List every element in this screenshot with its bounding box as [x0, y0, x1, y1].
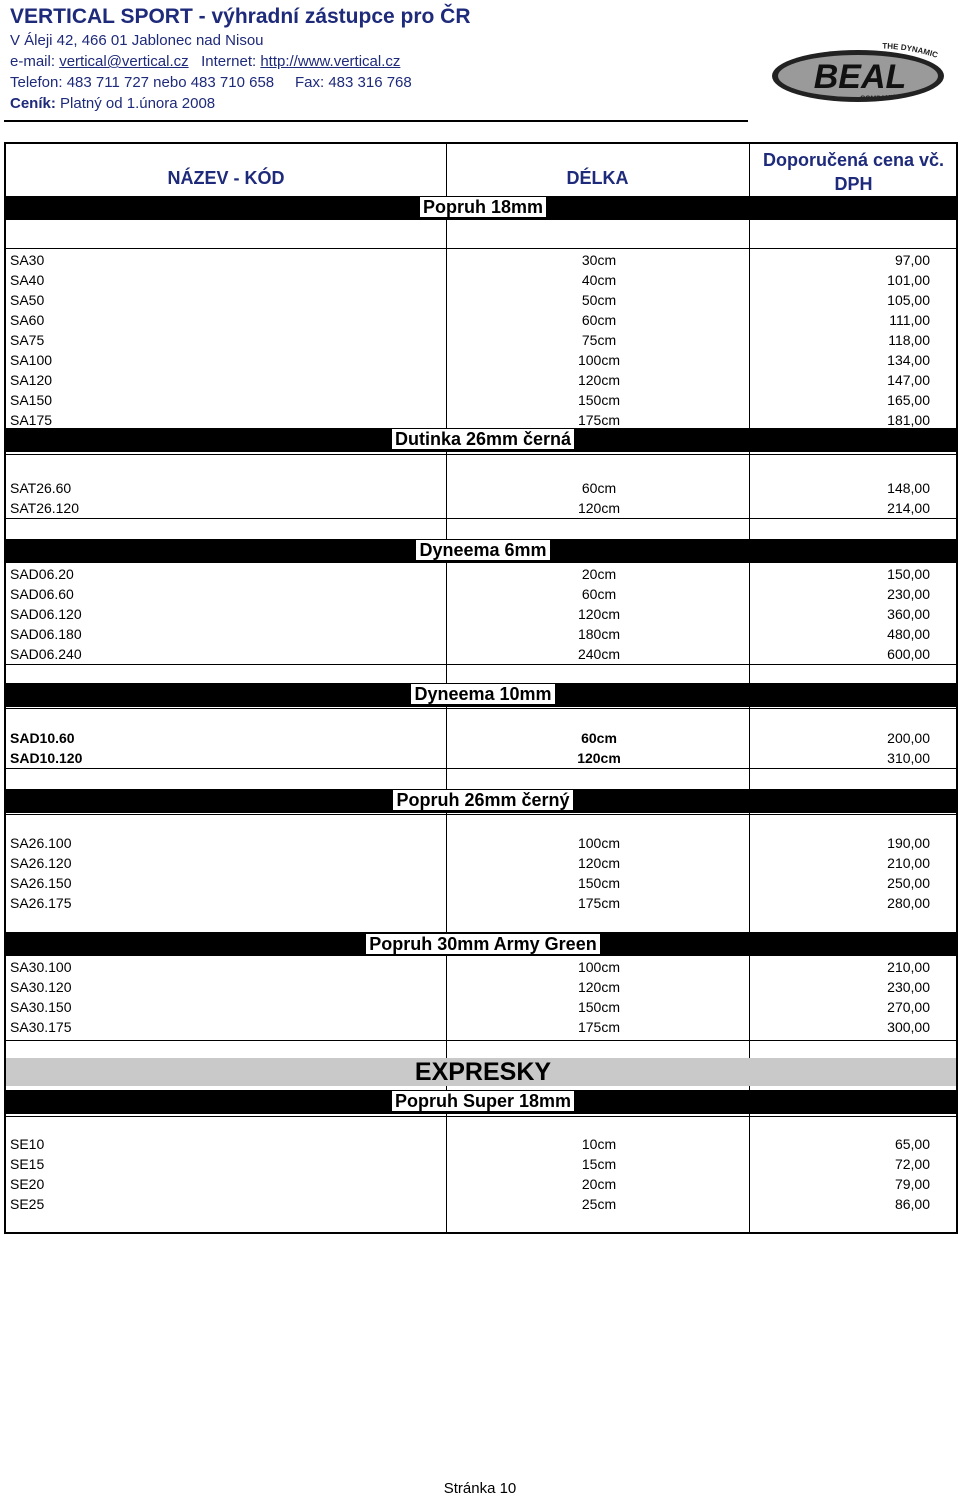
phone-line: [10, 72, 471, 93]
pricelist-line: [10, 93, 471, 114]
product-length: 10cm: [581, 1136, 617, 1152]
product-length: 175cm: [577, 1019, 621, 1035]
row-divider: [6, 814, 956, 815]
company-header: [10, 4, 471, 114]
product-length: 180cm: [577, 626, 621, 642]
col-header-price: [749, 148, 958, 196]
product-length: 120cm: [577, 979, 621, 995]
product-code: SA30: [10, 252, 45, 268]
product-price: 148,00: [887, 480, 930, 496]
pricelist-label: Ceník:: [10, 95, 56, 112]
product-length: 60cm: [581, 312, 617, 328]
category-title-text: EXPRESKY: [414, 1058, 552, 1086]
product-length: 30cm: [581, 252, 617, 268]
website-link[interactable]: http://www.vertical.cz: [260, 53, 401, 70]
table-row: [6, 370, 956, 390]
row-divider: [6, 248, 956, 249]
table-row: [6, 957, 956, 977]
table-row: [6, 410, 956, 430]
table-row: [6, 498, 956, 518]
row-divider: [6, 518, 956, 519]
row-divider: [6, 454, 956, 455]
table-row: [6, 977, 956, 997]
product-price: 360,00: [887, 606, 930, 622]
product-code: SAD06.180: [10, 626, 82, 642]
product-price: 280,00: [887, 895, 930, 911]
product-price: 72,00: [894, 1156, 930, 1172]
table-row: [6, 390, 956, 410]
product-code: SA150: [10, 392, 53, 408]
product-code: SA30.150: [10, 999, 72, 1015]
beal-logo: [768, 40, 948, 106]
row-divider: [6, 1040, 956, 1041]
product-length: 175cm: [577, 895, 621, 911]
product-length: 100cm: [577, 959, 621, 975]
table-row: [6, 624, 956, 644]
col-header-price-line1: Doporučená cena vč.: [762, 150, 945, 170]
product-length: 60cm: [581, 480, 617, 496]
product-price: 250,00: [887, 875, 930, 891]
product-price: 79,00: [894, 1176, 930, 1192]
product-price: 190,00: [887, 835, 930, 851]
section-title-text: Popruh 30mm Army Green: [366, 934, 599, 954]
product-length: 120cm: [577, 750, 621, 766]
product-price: 214,00: [887, 500, 930, 516]
product-price: 147,00: [887, 372, 930, 388]
section-title-text: Dutinka 26mm černá: [392, 429, 574, 449]
product-price: 65,00: [894, 1136, 930, 1152]
product-code: SAD06.20: [10, 566, 74, 582]
table-row: [6, 330, 956, 350]
email-label: e-mail:: [10, 53, 60, 70]
product-price: 210,00: [887, 959, 930, 975]
product-length: 50cm: [581, 292, 617, 308]
product-code: SA30.120: [10, 979, 72, 995]
company-address: V Áleji 42, 466 01 Jablonec nad Nisou: [10, 32, 264, 49]
product-price: 181,00: [887, 412, 930, 428]
product-length: 150cm: [577, 999, 621, 1015]
product-length: 40cm: [581, 272, 617, 288]
product-code: SE20: [10, 1176, 45, 1192]
col-header-price-line2: DPH: [834, 174, 873, 194]
logo-brand: BEAL: [813, 58, 907, 96]
product-code: SE15: [10, 1156, 45, 1172]
product-price: 310,00: [887, 750, 930, 766]
product-code: SA40: [10, 272, 45, 288]
table-row: [6, 584, 956, 604]
product-length: 20cm: [581, 1176, 617, 1192]
logo-arc-top: THE DYNAMIC: [882, 41, 939, 60]
table-row: [6, 833, 956, 853]
product-price: 230,00: [887, 586, 930, 602]
product-code: SA175: [10, 412, 53, 428]
product-length: 120cm: [577, 606, 621, 622]
col-header-length: DÉLKA: [566, 168, 629, 188]
product-price: 230,00: [887, 979, 930, 995]
table-row: [6, 1174, 956, 1194]
product-code: SA60: [10, 312, 45, 328]
svg-text:COMPANY: [860, 94, 896, 102]
product-price: 150,00: [887, 566, 930, 582]
product-code: SAT26.60: [10, 480, 72, 496]
col-header-name: NÁZEV - KÓD: [167, 168, 285, 188]
product-price: 480,00: [887, 626, 930, 642]
table-row: [6, 478, 956, 498]
fax-number: Fax: 483 316 768: [294, 74, 412, 91]
product-code: SA120: [10, 372, 53, 388]
product-length: 150cm: [577, 392, 621, 408]
table-row: [6, 1134, 956, 1154]
product-code: SAD06.60: [10, 586, 74, 602]
section-title-text: Popruh 26mm černý: [393, 790, 572, 810]
table-row: [6, 873, 956, 893]
product-price: 210,00: [887, 855, 930, 871]
product-length: 240cm: [577, 646, 621, 662]
product-code: SA26.150: [10, 875, 72, 891]
product-length: 120cm: [577, 500, 621, 516]
row-divider: [6, 768, 956, 769]
company-title: VERTICAL SPORT - výhradní zástupce pro ČR: [10, 5, 471, 28]
table-row: [6, 748, 956, 768]
table-row: [6, 564, 956, 584]
table-row: [6, 250, 956, 270]
product-length: 100cm: [577, 835, 621, 851]
product-length: 100cm: [577, 352, 621, 368]
product-price: 101,00: [887, 272, 930, 288]
product-price: 97,00: [894, 252, 930, 268]
product-price: 105,00: [887, 292, 930, 308]
table-row: [6, 290, 956, 310]
product-length: 60cm: [581, 730, 617, 746]
table-row: [6, 893, 956, 913]
product-length: 25cm: [581, 1196, 617, 1212]
contact-line: [10, 51, 471, 72]
table-row: [6, 604, 956, 624]
table-row: [6, 644, 956, 664]
product-code: SA100: [10, 352, 53, 368]
table-row: [6, 997, 956, 1017]
product-code: SA30.175: [10, 1019, 72, 1035]
section-title-text: Dyneema 6mm: [416, 540, 549, 560]
product-price: 118,00: [888, 332, 930, 348]
section-title-text: Dyneema 10mm: [411, 684, 554, 704]
table-row: [6, 1194, 956, 1214]
product-length: 60cm: [581, 586, 617, 602]
product-length: 175cm: [577, 412, 621, 428]
table-row: [6, 350, 956, 370]
section-title-text: Popruh 18mm: [420, 197, 546, 217]
product-code: SA26.100: [10, 835, 72, 851]
product-code: SAD10.60: [10, 730, 75, 746]
product-length: 150cm: [577, 875, 621, 891]
product-code: SE25: [10, 1196, 45, 1212]
table-row: [6, 1154, 956, 1174]
row-divider: [6, 1116, 956, 1117]
table-row: [6, 310, 956, 330]
internet-label: Internet:: [201, 53, 261, 70]
logo-arc-bottom: COMPANY: [859, 94, 896, 103]
product-price: 165,00: [887, 392, 930, 408]
product-code: SAD10.120: [10, 750, 83, 766]
section-title-text: Popruh Super 18mm: [392, 1091, 574, 1111]
product-code: SAD06.120: [10, 606, 82, 622]
product-code: SE10: [10, 1136, 45, 1152]
product-length: 15cm: [581, 1156, 617, 1172]
product-code: SA30.100: [10, 959, 72, 975]
table-row: [6, 270, 956, 290]
product-price: 270,00: [887, 999, 930, 1015]
header-divider: [4, 120, 748, 122]
phone-number: Telefon: 483 711 727 nebo 483 710 658: [10, 74, 275, 91]
table-row: [6, 1017, 956, 1037]
price-table: [4, 142, 958, 1234]
product-price: 300,00: [887, 1019, 930, 1035]
product-code: SA50: [10, 292, 45, 308]
page-number: Stránka 10: [443, 1480, 517, 1497]
table-row: [6, 853, 956, 873]
product-length: 120cm: [577, 855, 621, 871]
product-code: SA26.120: [10, 855, 72, 871]
product-length: 20cm: [581, 566, 617, 582]
pricelist-date: Platný od 1.února 2008: [60, 95, 216, 112]
product-code: SAT26.120: [10, 500, 80, 516]
product-code: SA75: [10, 332, 45, 348]
product-price: 200,00: [887, 730, 930, 746]
table-row: [6, 728, 956, 748]
row-divider: [6, 708, 956, 709]
product-code: SAD06.240: [10, 646, 82, 662]
product-code: SA26.175: [10, 895, 72, 911]
product-length: 120cm: [577, 372, 621, 388]
product-price: 111,00: [889, 312, 930, 328]
row-divider: [6, 664, 956, 665]
product-price: 86,00: [894, 1196, 930, 1212]
product-price: 134,00: [887, 352, 930, 368]
email-link[interactable]: vertical@vertical.cz: [59, 53, 189, 70]
product-length: 75cm: [581, 332, 617, 348]
product-price: 600,00: [887, 646, 930, 662]
